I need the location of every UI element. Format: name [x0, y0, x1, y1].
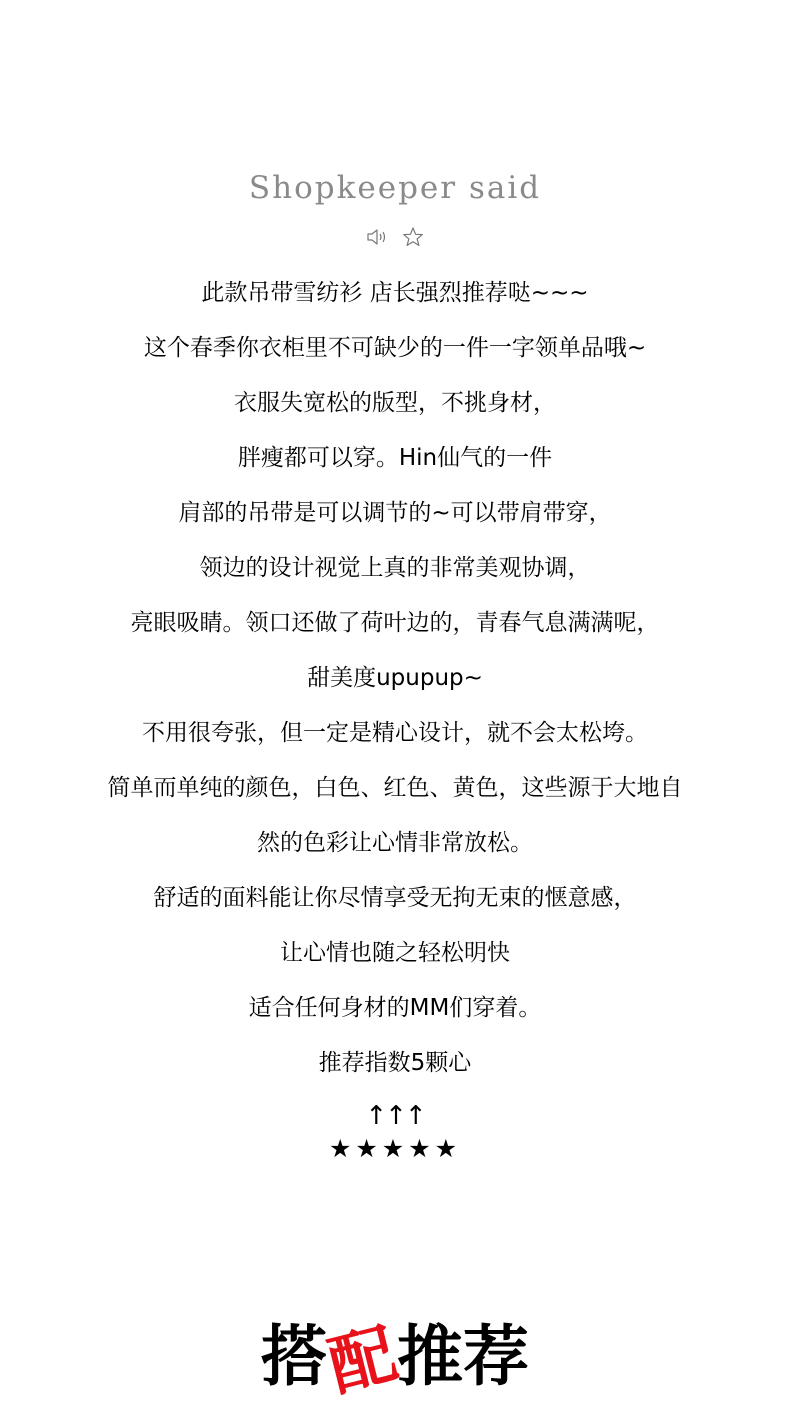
- description-text: [0, 266, 790, 1091]
- star-outline-icon: [401, 226, 425, 250]
- text-line: 让心情也随之轻松明快: [280, 940, 510, 966]
- text-line: 衣服失宽松的版型，不挑身材，: [234, 390, 556, 416]
- text-line: 甜美度upupup~: [307, 665, 483, 691]
- section-banner: [0, 1314, 790, 1405]
- text-line: 简单而单纯的颜色，白色、红色、黄色，这些源于大地自: [107, 775, 683, 801]
- banner-char: 推: [397, 1317, 463, 1395]
- up-arrows: ↑↑↑: [365, 1101, 425, 1131]
- page-title: Shopkeeper said: [248, 170, 542, 206]
- banner-char: 荐: [463, 1317, 529, 1395]
- banner-char: 搭: [261, 1317, 327, 1395]
- title-icons: [0, 226, 790, 250]
- text-line: 此款吊带雪纺衫 店长强烈推荐哒~~~: [201, 280, 589, 306]
- banner-char-accent: 配: [321, 1314, 405, 1405]
- text-line: 推荐指数5颗心: [318, 1050, 472, 1076]
- text-line: 肩部的吊带是可以调节的~可以带肩带穿，: [178, 500, 612, 526]
- rating-stars: ★★★★★: [328, 1134, 462, 1163]
- text-line: 不用很夸张，但一定是精心设计，就不会太松垮。: [142, 720, 648, 746]
- text-line: 适合任何身材的MM们穿着。: [248, 995, 542, 1021]
- text-line: 这个春季你衣柜里不可缺少的一件一字领单品哦~: [143, 335, 647, 361]
- speaker-icon: [365, 226, 389, 250]
- text-line: 舒适的面料能让你尽情享受无拘无束的惬意感，: [153, 885, 637, 911]
- text-line: 领边的设计视觉上真的非常美观协调，: [199, 555, 591, 581]
- text-line: 然的色彩让心情非常放松。: [257, 830, 533, 856]
- text-line: 亮眼吸睛。领口还做了荷叶边的，青春气息满满呢，: [130, 610, 660, 636]
- text-line: 胖瘦都可以穿。Hin仙气的一件: [237, 445, 553, 471]
